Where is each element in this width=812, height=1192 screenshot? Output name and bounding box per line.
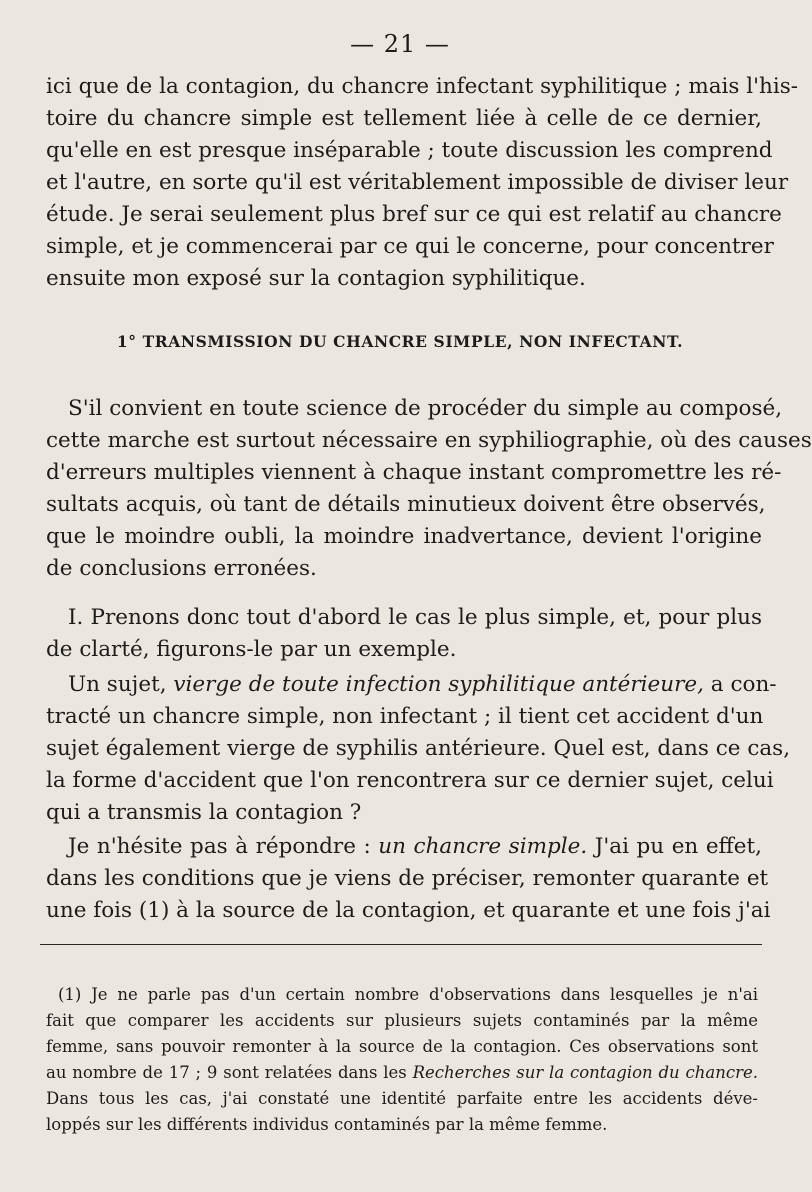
text-line: cette marche est surtout nécessaire en syphiliographie, où des causes xyxy=(46,428,812,453)
footnote-line: (1) Je ne parle pas d'un certain nombre d'observations dans lesquelles je n'ai xyxy=(58,985,758,1004)
footnote-line xyxy=(46,1060,758,1085)
footnote-separator xyxy=(40,944,762,947)
text-run: au nombre de 17 ; 9 sont relatées dans les xyxy=(46,1063,413,1082)
section-heading: 1° TRANSMISSION DU CHANCRE SIMPLE, NON INFECTANT. xyxy=(116,332,684,351)
italic-phrase: Recherches sur la contagion du chancre. xyxy=(412,1063,758,1082)
text-line: I. Prenons donc tout d'abord le cas le plus simple, et, pour plus xyxy=(68,605,762,630)
text-line: que le moindre oubli, la moindre inadvertance, devient l'origine xyxy=(46,524,762,549)
footnote-line: femme, sans pouvoir remonter à la source de la contagion. Ces observations sont xyxy=(46,1037,758,1056)
text-line: S'il convient en toute science de procéder du simple au composé, xyxy=(68,396,783,421)
text-line: simple, et je commencerai par ce qui le concerne, pour concentrer xyxy=(46,234,774,259)
footnote-line: loppés sur les différents individus contaminés par la même femme. xyxy=(46,1115,608,1134)
text-line: de conclusions erronées. xyxy=(46,556,317,581)
text-line: étude. Je serai seulement plus bref sur ce qui est relatif au chancre xyxy=(46,202,782,227)
text-run: Un sujet, xyxy=(68,672,174,697)
text-line: qui a transmis la contagion ? xyxy=(46,800,362,825)
text-run: J'ai pu en effet, xyxy=(587,834,763,859)
text-line xyxy=(46,832,762,862)
footnote-line: Dans tous les cas, j'ai constaté une identité parfaite entre les accidents déve- xyxy=(46,1089,758,1108)
page-number: — 21 — xyxy=(350,30,450,58)
text-line: une fois (1) à la source de la contagion, et quarante et une fois j'ai xyxy=(46,898,771,923)
text-line: toire du chancre simple est tellement liée à celle de ce dernier, xyxy=(46,106,762,131)
text-line: d'erreurs multiples viennent à chaque instant compromettre les ré- xyxy=(46,460,782,485)
italic-phrase: un chancre simple. xyxy=(378,834,588,859)
text-line: sujet également vierge de syphilis antérieure. Quel est, dans ce cas, xyxy=(46,736,791,761)
text-line xyxy=(46,670,777,700)
text-line: qu'elle en est presque inséparable ; toute discussion les comprend xyxy=(46,138,773,163)
text-line: de clarté, figurons-le par un exemple. xyxy=(46,637,457,662)
text-line: tracté un chancre simple, non infectant ; il tient cet accident d'un xyxy=(46,704,764,729)
italic-phrase: vierge de toute infection syphilitique antérieure, xyxy=(173,672,704,697)
text-line: sultats acquis, où tant de détails minutieux doivent être observés, xyxy=(46,492,766,517)
text-line: dans les conditions que je viens de préciser, remonter quarante et xyxy=(46,866,769,891)
text-run: a con- xyxy=(703,672,777,697)
text-line: la forme d'accident que l'on rencontrera sur ce dernier sujet, celui xyxy=(46,768,774,793)
text-line: ici que de la contagion, du chancre infectant syphilitique ; mais l'his- xyxy=(46,74,799,99)
text-line: et l'autre, en sorte qu'il est véritablement impossible de diviser leur xyxy=(46,170,789,195)
footnote-line: fait que comparer les accidents sur plusieurs sujets contaminés par la même xyxy=(46,1011,758,1030)
text-run: Je n'hésite pas à répondre : xyxy=(68,834,379,859)
text-line: ensuite mon exposé sur la contagion syphilitique. xyxy=(46,266,586,291)
